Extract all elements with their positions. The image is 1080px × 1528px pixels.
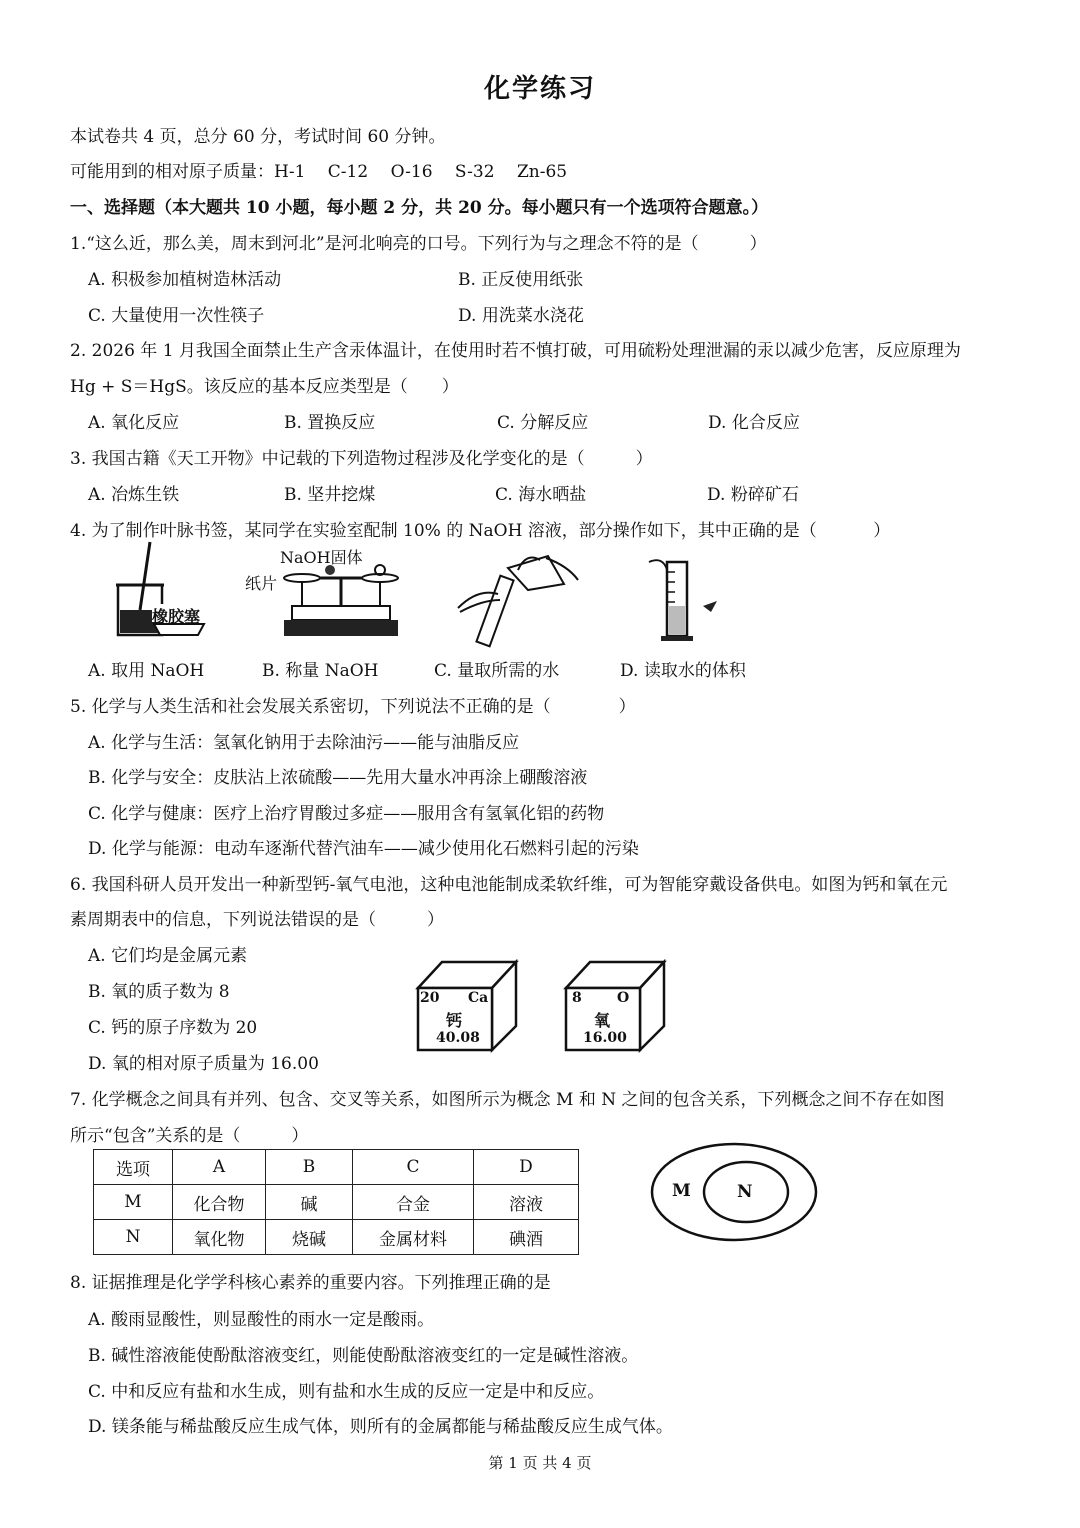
fig-label-naoh-solid: NaOH固体 <box>280 548 363 567</box>
q6-option-d: D. 氧的相对原子质量为 16.00 <box>88 1054 319 1074</box>
q1-option-a: A. 积极参加植树造林活动 <box>88 270 282 290</box>
table-header-cell: 选项 <box>94 1150 173 1185</box>
table-cell: 碱 <box>266 1185 353 1220</box>
intro-line-1: 本试卷共 4 页，总分 60 分，考试时间 60 分钟。 <box>70 127 446 147</box>
q4-stem: 4. 为了制作叶脉书签，某同学在实验室配制 10% 的 NaOH 溶液，部分操作如下，其中正确的是（ ） <box>70 521 891 541</box>
ca-atomic-number: 20 <box>420 990 440 1006</box>
q8-stem: 8. 证据推理是化学学科核心素养的重要内容。下列推理正确的是 <box>70 1273 551 1293</box>
ca-atomic-mass: 40.08 <box>436 1030 480 1046</box>
table-header-cell: D <box>474 1150 579 1185</box>
q5-stem: 5. 化学与人类生活和社会发展关系密切，下列说法不正确的是（ ） <box>70 697 636 717</box>
q8-option-a: A. 酸雨显酸性，则显酸性的雨水一定是酸雨。 <box>88 1310 435 1330</box>
q2-option-b: B. 置换反应 <box>284 413 376 433</box>
q8-option-d: D. 镁条能与稀盐酸反应生成气体，则所有的金属都能与稀盐酸反应生成气体。 <box>88 1417 673 1437</box>
table-row <box>94 1185 579 1220</box>
q7-stem-line-2: 所示“包含”关系的是（ ） <box>70 1126 309 1146</box>
q2-stem-line-1: 2. 2026 年 1 月我国全面禁止生产含汞体温计，在使用时若不慎打破，可用硫粉处理泄漏的汞以减少危害，反应原理为 <box>70 341 961 361</box>
page-footer: 第 1 页 共 4 页 <box>488 1454 592 1472</box>
q3-option-d: D. 粉碎矿石 <box>707 485 799 505</box>
venn-label-n: N <box>737 1182 753 1202</box>
table-cell: 碘酒 <box>474 1220 579 1255</box>
table-cell: 合金 <box>353 1185 474 1220</box>
q6-stem-line-1: 6. 我国科研人员开发出一种新型钙-氧气电池，这种电池能制成柔软纤维，可为智能穿戴设备供电。如图为钙和氧在元 <box>70 875 948 895</box>
q2-option-d: D. 化合反应 <box>708 413 800 433</box>
q1-stem: 1.“这么近，那么美，周末到河北”是河北响亮的口号。下列行为与之理念不符的是（ ） <box>70 234 767 254</box>
table-header-cell: A <box>173 1150 266 1185</box>
q6-option-c: C. 钙的原子序数为 20 <box>88 1018 258 1038</box>
table-cell: 溶液 <box>474 1185 579 1220</box>
ca-name: 钙 <box>446 1011 463 1030</box>
o-atomic-mass: 16.00 <box>583 1030 627 1046</box>
q1-option-b: B. 正反使用纸张 <box>458 270 584 290</box>
q7-stem-line-1: 7. 化学概念之间具有并列、包含、交叉等关系，如图所示为概念 M 和 N 之间的包含关系，下列概念之间不存在如图 <box>70 1090 945 1110</box>
q2-option-a: A. 氧化反应 <box>88 413 180 433</box>
q2-option-c: C. 分解反应 <box>497 413 589 433</box>
o-atomic-number: 8 <box>572 990 582 1006</box>
q4-option-d: D. 读取水的体积 <box>620 661 746 681</box>
q5-option-d: D. 化学与能源：电动车逐渐代替汽油车——减少使用化石燃料引起的污染 <box>88 839 639 859</box>
q4-option-a: A. 取用 NaOH <box>88 661 205 681</box>
q8-option-b: B. 碱性溶液能使酚酞溶液变红，则能使酚酞溶液变红的一定是碱性溶液。 <box>88 1346 639 1366</box>
q3-option-b: B. 坚井挖煤 <box>284 485 376 505</box>
table-cell: 金属材料 <box>353 1220 474 1255</box>
q3-stem: 3. 我国古籍《天工开物》中记载的下列造物过程涉及化学变化的是（ ） <box>70 449 653 469</box>
q1-option-c: C. 大量使用一次性筷子 <box>88 306 265 326</box>
table-cell: 烧碱 <box>266 1220 353 1255</box>
venn-label-m: M <box>672 1181 691 1201</box>
q5-option-c: C. 化学与健康：医疗上治疗胃酸过多症——服用含有氢氧化铝的药物 <box>88 804 605 824</box>
fig-measure-water <box>448 548 588 648</box>
q2-stem-line-2: Hg + S＝HgS。该反应的基本反应类型是（ ） <box>70 377 459 397</box>
table-cell: N <box>94 1220 173 1255</box>
q3-option-a: A. 冶炼生铁 <box>88 485 180 505</box>
q5-option-a: A. 化学与生活：氢氧化钠用于去除油污——能与油脂反应 <box>88 733 520 753</box>
table-cell: M <box>94 1185 173 1220</box>
table-cell: 化合物 <box>173 1185 266 1220</box>
q4-option-c: C. 量取所需的水 <box>434 661 560 681</box>
ca-symbol: Ca <box>468 990 489 1006</box>
q6-stem-line-2: 素周期表中的信息，下列说法错误的是（ ） <box>70 910 444 930</box>
table-cell: 氧化物 <box>173 1220 266 1255</box>
q8-option-c: C. 中和反应有盐和水生成，则有盐和水生成的反应一定是中和反应。 <box>88 1382 605 1402</box>
intro-line-2: 可能用到的相对原子质量：H-1 C-12 O-16 S-32 Zn-65 <box>70 162 568 182</box>
fig-label-stopper: 橡胶塞 <box>152 607 201 626</box>
table-header-row <box>94 1150 579 1185</box>
q1-option-d: D. 用洗菜水浇花 <box>458 306 584 326</box>
q4-option-b: B. 称量 NaOH <box>262 661 379 681</box>
options-table <box>93 1149 579 1255</box>
table-header-cell: C <box>353 1150 474 1185</box>
q3-option-c: C. 海水晒盐 <box>495 485 587 505</box>
fig-label-paper: 纸片 <box>245 574 278 593</box>
q5-option-b: B. 化学与安全：皮肤沾上浓硫酸——先用大量水冲再涂上硼酸溶液 <box>88 768 588 788</box>
page-title: 化学练习 <box>483 74 596 104</box>
o-symbol: O <box>617 990 630 1006</box>
o-name: 氧 <box>594 1011 611 1030</box>
fig-read-volume <box>645 556 725 644</box>
table-header-cell: B <box>266 1150 353 1185</box>
q6-option-b: B. 氧的质子数为 8 <box>88 982 230 1002</box>
fig-take-naoh <box>108 540 218 645</box>
fig-balance <box>270 556 410 644</box>
section-heading: 一、选择题（本大题共 10 小题，每小题 2 分，共 20 分。每小题只有一个选项符合题意。） <box>70 198 769 218</box>
q6-option-a: A. 它们均是金属元素 <box>88 946 248 966</box>
table-row <box>94 1220 579 1255</box>
